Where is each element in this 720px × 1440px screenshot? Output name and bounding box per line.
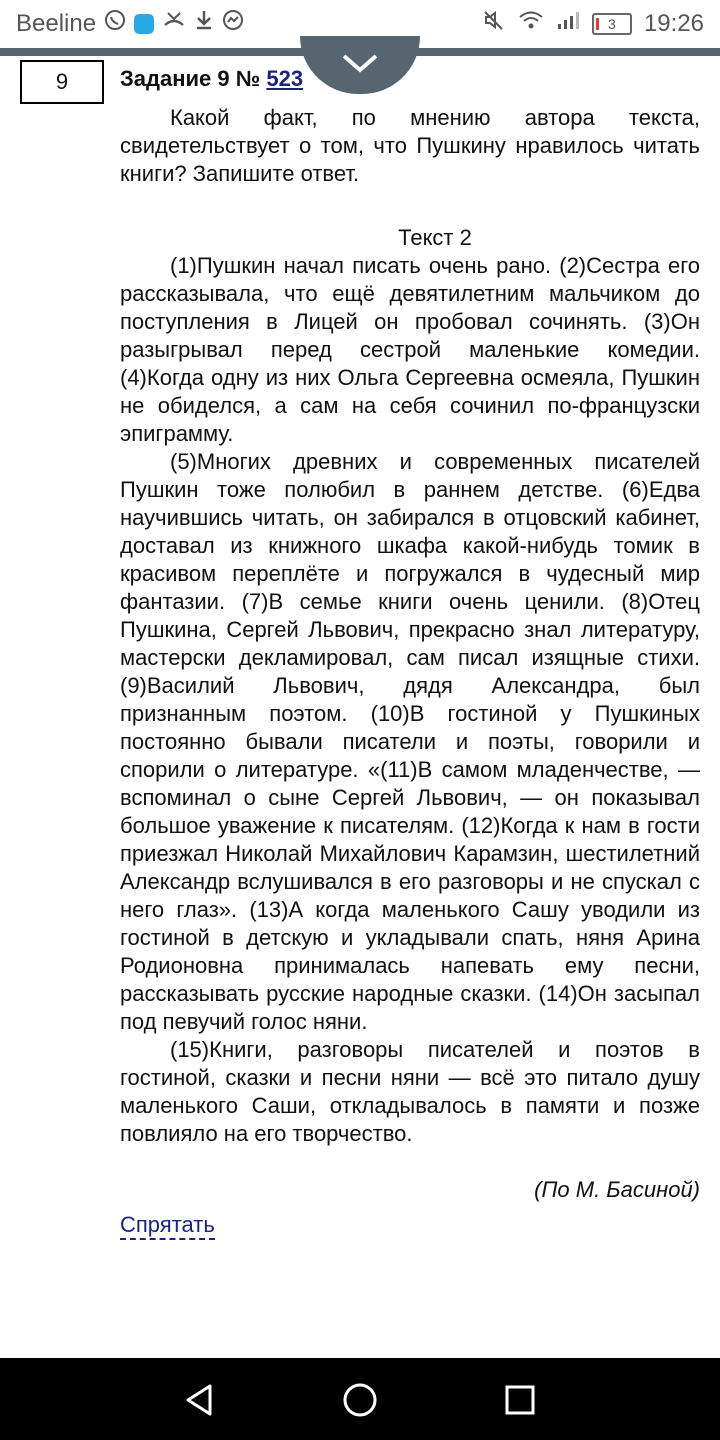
task-title-prefix: Задание 9 № (120, 66, 267, 91)
task-title (120, 66, 303, 92)
text-paragraph: (5)Многих древних и современных писателей Пушкин тоже полюбил в раннем детстве. (6)Едва научившись читать, он забирался в отцовский кабинет, доставал из книжного шкафа какой-нибудь томик в красивом переплёте и погружался в чудесный мир фантазии. (7)В семье книги очень ценили. (8)Отец Пушкина, Сергей Львович, прекрасно знал литературу, мастерски декламировал, сам писал изящные стихи. (9)Василий Львович, дядя Александра, был признанным поэтом. (10)В гостиной у Пушкиных постоянно бывали писатели и поэты, говорили и спорили о литературе. «(11)В самом младенчестве, — вспоминал о сыне Сергей Львович, — он показывал большое уважение к писателям. (12)Когда к нам в гости приезжал Николай Михайлович Карамзин, шестилетний Александр вслушивался в его разговоры и не спускал с него глаз». (13)А когда маленького Сашу уводили из гостиной в детскую и укладывали спать, няня Арина Родионовна принималась напевать ему песни, рассказывать русские народные сказки. (14)Он засыпал под певучий голос няни. (120, 449, 700, 1034)
question-text: Какой факт, по мнению автора текста, свидетельствует о том, что Пушкину нравилось читать книги? Запишите ответ. (120, 105, 700, 186)
recents-icon[interactable] (500, 1380, 540, 1420)
task-link[interactable]: 523 (266, 66, 304, 91)
wifi-icon (518, 9, 544, 38)
download-icon (194, 9, 214, 38)
collapse-tab[interactable] (300, 36, 420, 94)
battery-icon: 3 (592, 13, 632, 35)
clock: 19:26 (643, 9, 704, 37)
home-icon[interactable] (340, 1380, 380, 1420)
text-paragraph: (1)Пушкин начал писать очень рано. (2)Сестра его рассказывала, что ещё девятилетним мальчиком до поступления в Лицей он пробовал сочинять. (3)Он разыгрывал перед сестрой маленькие комедии. (4)Когда одну из них Ольга Сергеевна осмеяла, Пушкин не обиделся, а сам на себя сочинил по-французски эпиграмму. (120, 253, 700, 446)
back-icon[interactable] (180, 1380, 220, 1420)
chevron-down-icon (340, 52, 380, 76)
signal-icon (556, 9, 580, 38)
text-title: Текст 2 (398, 225, 472, 250)
text-paragraph: (15)Книги, разговоры писателей и поэтов в гостиной, сказки и песни няни — всё это питало душу маленького Саши, откладывалось в памяти и позже повлияло на его творчество. (120, 1037, 700, 1146)
task-number-box: 9 (20, 60, 104, 104)
shield-icon (134, 14, 154, 34)
navigation-bar (0, 1358, 720, 1440)
mute-icon (482, 9, 506, 38)
messenger-icon (222, 9, 244, 38)
carrier-name: Beeline (16, 9, 97, 37)
hide-link[interactable]: Спрятать (120, 1212, 215, 1240)
text-author: (По М. Басиной) (534, 1177, 700, 1202)
task-content (120, 104, 700, 1240)
whatsapp-icon (104, 9, 126, 38)
missed-call-icon (162, 9, 186, 38)
